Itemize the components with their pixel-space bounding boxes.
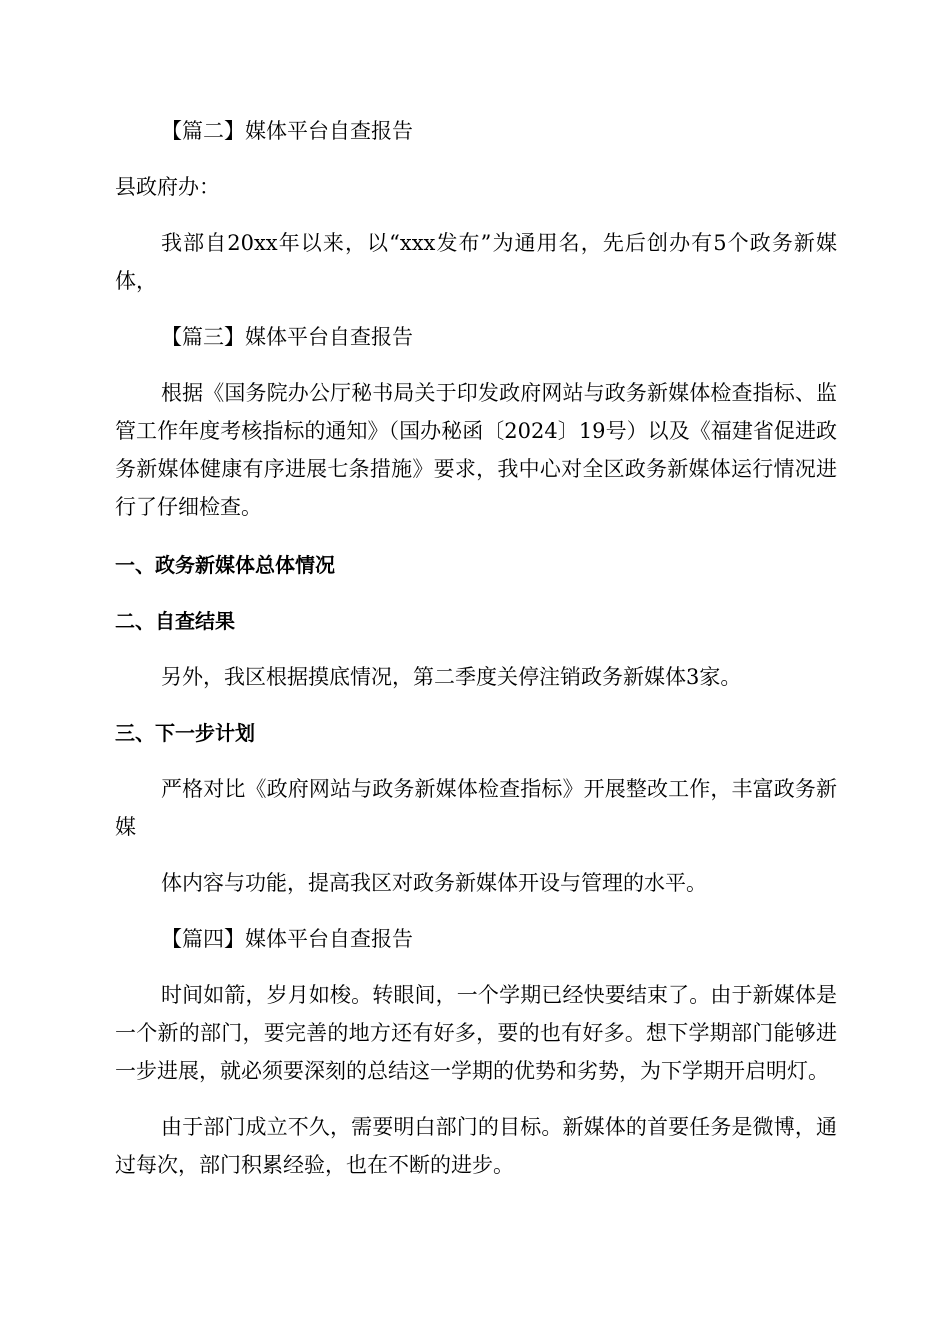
addressee: 县政府办： (115, 175, 220, 199)
paragraph-next-steps-1: 严格对比《政府网站与政务新媒体检查指标》开展整改工作，丰富政务新媒 (115, 777, 837, 839)
heading-self-check-results: 二、自查结果 (115, 609, 235, 633)
document-page (115, 112, 837, 1184)
paragraph-part3-intro: 根据《国务院办公厅秘书局关于印发政府网站与政务新媒体检查指标、监管工作年度考核指标的通知》（国办秘函〔2024〕19号）以及《福建省促进政务新媒体健康有序进展七条措施》要求，我中心对全区政务新媒体运行情况进行了仔细检查。 (115, 381, 837, 519)
paragraph-part2-body: 我部自20xx年以来，以“xxx发布”为通用名，先后创办有5个政务新媒体， (115, 231, 837, 293)
section-title-part2: 【篇二】媒体平台自查报告 (161, 119, 413, 143)
paragraph-part4-intro: 时间如箭，岁月如梭。转眼间，一个学期已经快要结束了。由于新媒体是一个新的部门，要完善的地方还有好多，要的也有好多。想下学期部门能够进一步进展，就必须要深刻的总结这一学期的优势和劣势，为下学期开启明灯。 (115, 983, 837, 1083)
section-title-part4: 【篇四】媒体平台自查报告 (161, 927, 413, 951)
paragraph-next-steps-2: 体内容与功能，提高我区对政务新媒体开设与管理的水平。 (161, 871, 707, 895)
paragraph-self-check-results: 另外，我区根据摸底情况，第二季度关停注销政务新媒体3家。 (161, 665, 742, 689)
section-title-part3: 【篇三】媒体平台自查报告 (161, 325, 413, 349)
heading-next-steps: 三、下一步计划 (115, 721, 255, 745)
heading-overall-situation: 一、政务新媒体总体情况 (115, 553, 335, 577)
paragraph-part4-goals: 由于部门成立不久，需要明白部门的目标。新媒体的首要任务是微博，通过每次，部门积累经验，也在不断的进步。 (115, 1115, 837, 1177)
